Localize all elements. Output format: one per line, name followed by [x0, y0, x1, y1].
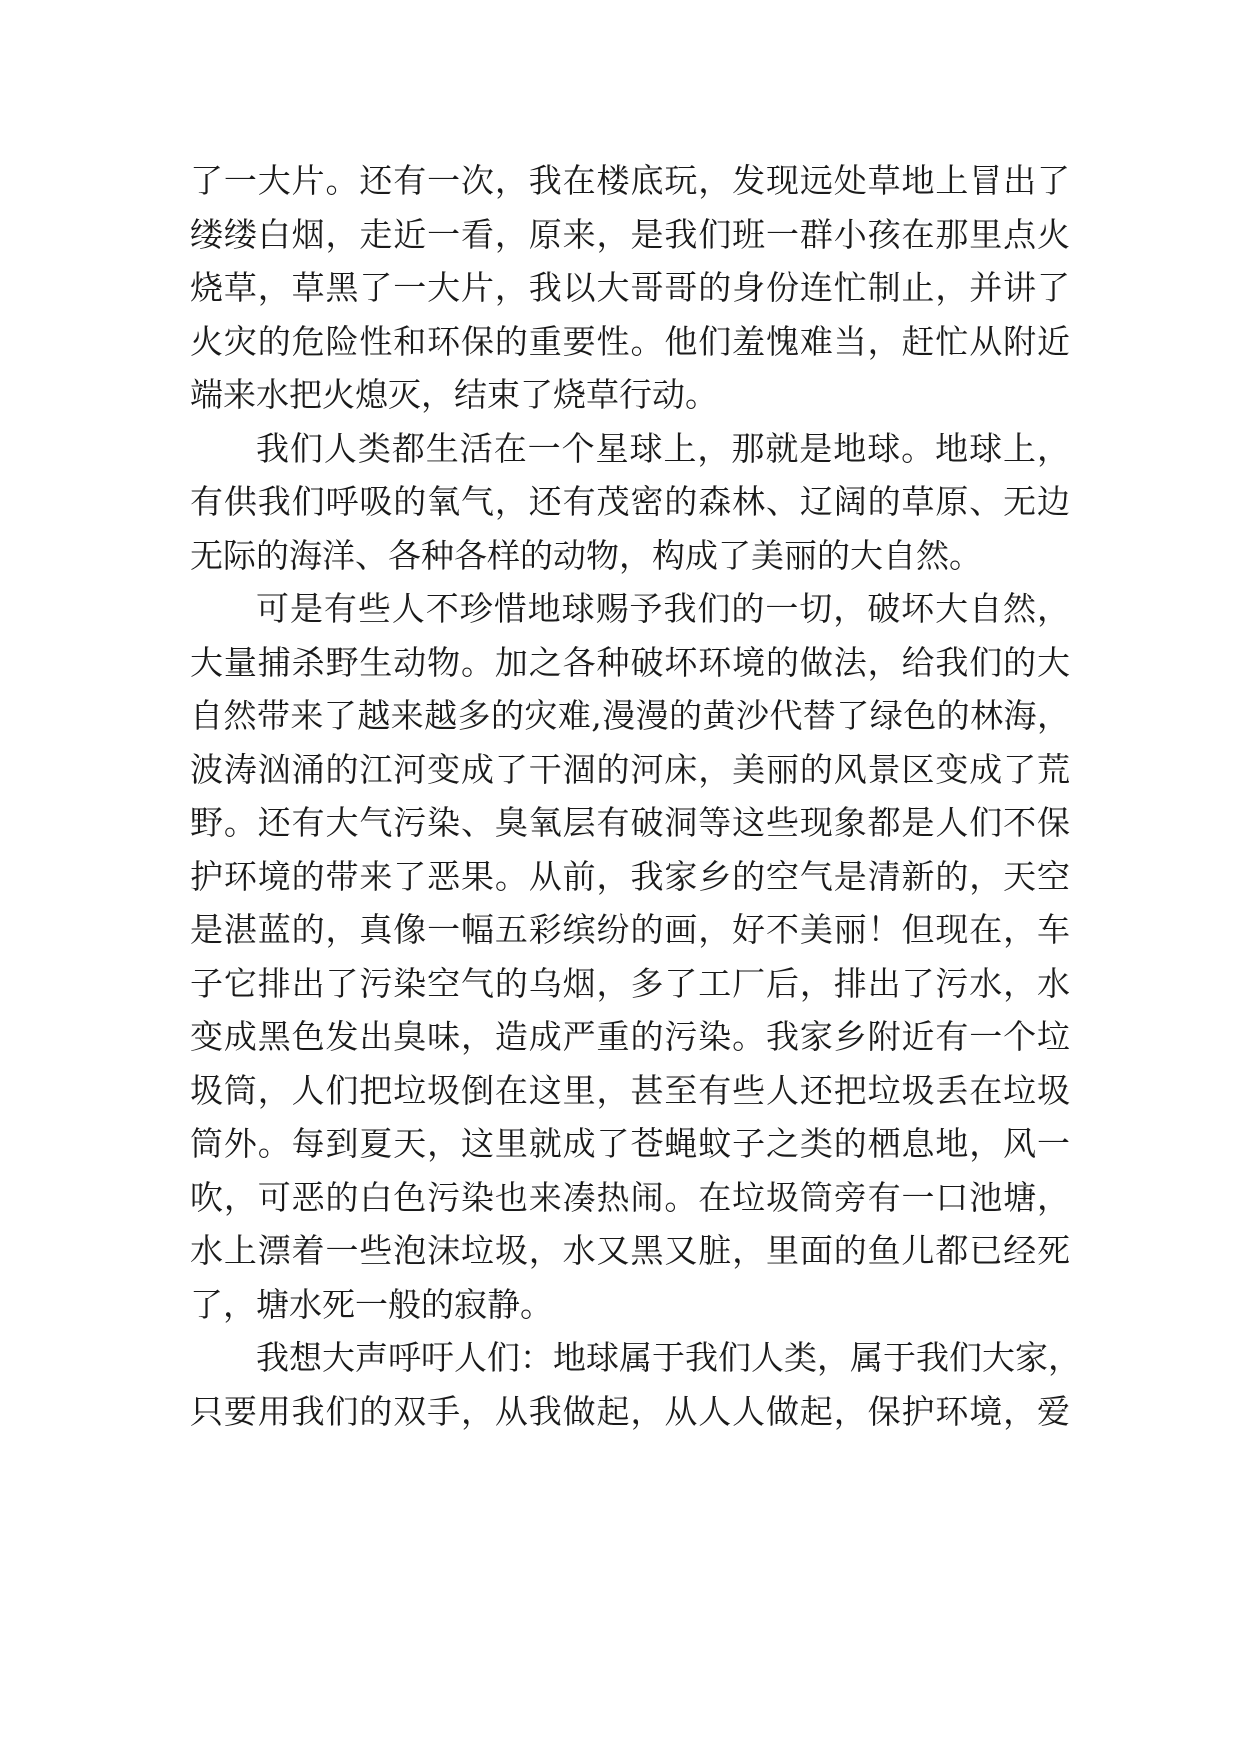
text-line: 水上漂着一些泡沫垃圾，水又黑又脏，里面的鱼儿都已经死: [190, 1231, 1070, 1270]
text-line: 野。还有大气污染、臭氧层有破洞等这些现象都是人们不保: [190, 803, 1070, 842]
text-line: 大量捕杀野生动物。加之各种破坏环境的做法，给我们的大: [190, 642, 1070, 682]
text-line: 自然带来了越来越多的灾难,漫漫的黄沙代替了绿色的林海，: [190, 696, 1070, 735]
text-line: 端来水把火熄灭，结束了烧草行动。: [190, 375, 718, 414]
text-line: 变成黑色发出臭味，造成严重的污染。我家乡附近有一个垃: [190, 1017, 1070, 1056]
text-line: 筒外。每到夏天，这里就成了苍蝇蚊子之类的栖息地，风一: [190, 1124, 1070, 1163]
text-line: 吹，可恶的白色污染也来凑热闹。在垃圾筒旁有一口池塘，: [190, 1177, 1070, 1217]
text-line: 圾筒，人们把垃圾倒在这里，甚至有些人还把垃圾丢在垃圾: [190, 1070, 1070, 1110]
text-line: 只要用我们的双手，从我做起，从人人做起，保护环境，爱: [190, 1391, 1070, 1431]
text-line: 了一大片。还有一次，我在楼底玩，发现远处草地上冒出了: [190, 161, 1070, 200]
text-line: 是湛蓝的，真像一幅五彩缤纷的画，好不美丽！但现在，车: [190, 910, 1070, 949]
text-line: 火灾的危险性和环保的重要性。他们羞愧难当，赶忙从附近: [190, 321, 1070, 361]
text-line: 缕缕白烟，走近一看，原来，是我们班一群小孩在那里点火: [190, 214, 1070, 254]
text-line: 波涛汹涌的江河变成了干涸的河床，美丽的风景区变成了荒: [190, 749, 1070, 789]
paragraph-first-line: 我想大声呼吁人们：地球属于我们人类，属于我们大家，: [256, 1338, 1081, 1377]
paragraph-first-line: 可是有些人不珍惜地球赐予我们的一切，破坏大自然，: [256, 589, 1070, 628]
paragraph-first-line: 我们人类都生活在一个星球上，那就是地球。地球上，: [256, 428, 1070, 468]
text-line: 烧草，草黑了一大片，我以大哥哥的身份连忙制止，并讲了: [190, 268, 1070, 307]
text-line: 子它排出了污染空气的乌烟，多了工厂后，排出了污水，水: [190, 963, 1070, 1003]
text-line: 了，塘水死一般的寂静。: [190, 1284, 553, 1324]
text-line: 无际的海洋、各种各样的动物，构成了美丽的大自然。: [190, 535, 982, 575]
text-line: 护环境的带来了恶果。从前，我家乡的空气是清新的，天空: [190, 856, 1070, 896]
text-line: 有供我们呼吸的氧气，还有茂密的森林、辽阔的草原、无边: [190, 482, 1070, 521]
essay-body: [190, 154, 1081, 1438]
